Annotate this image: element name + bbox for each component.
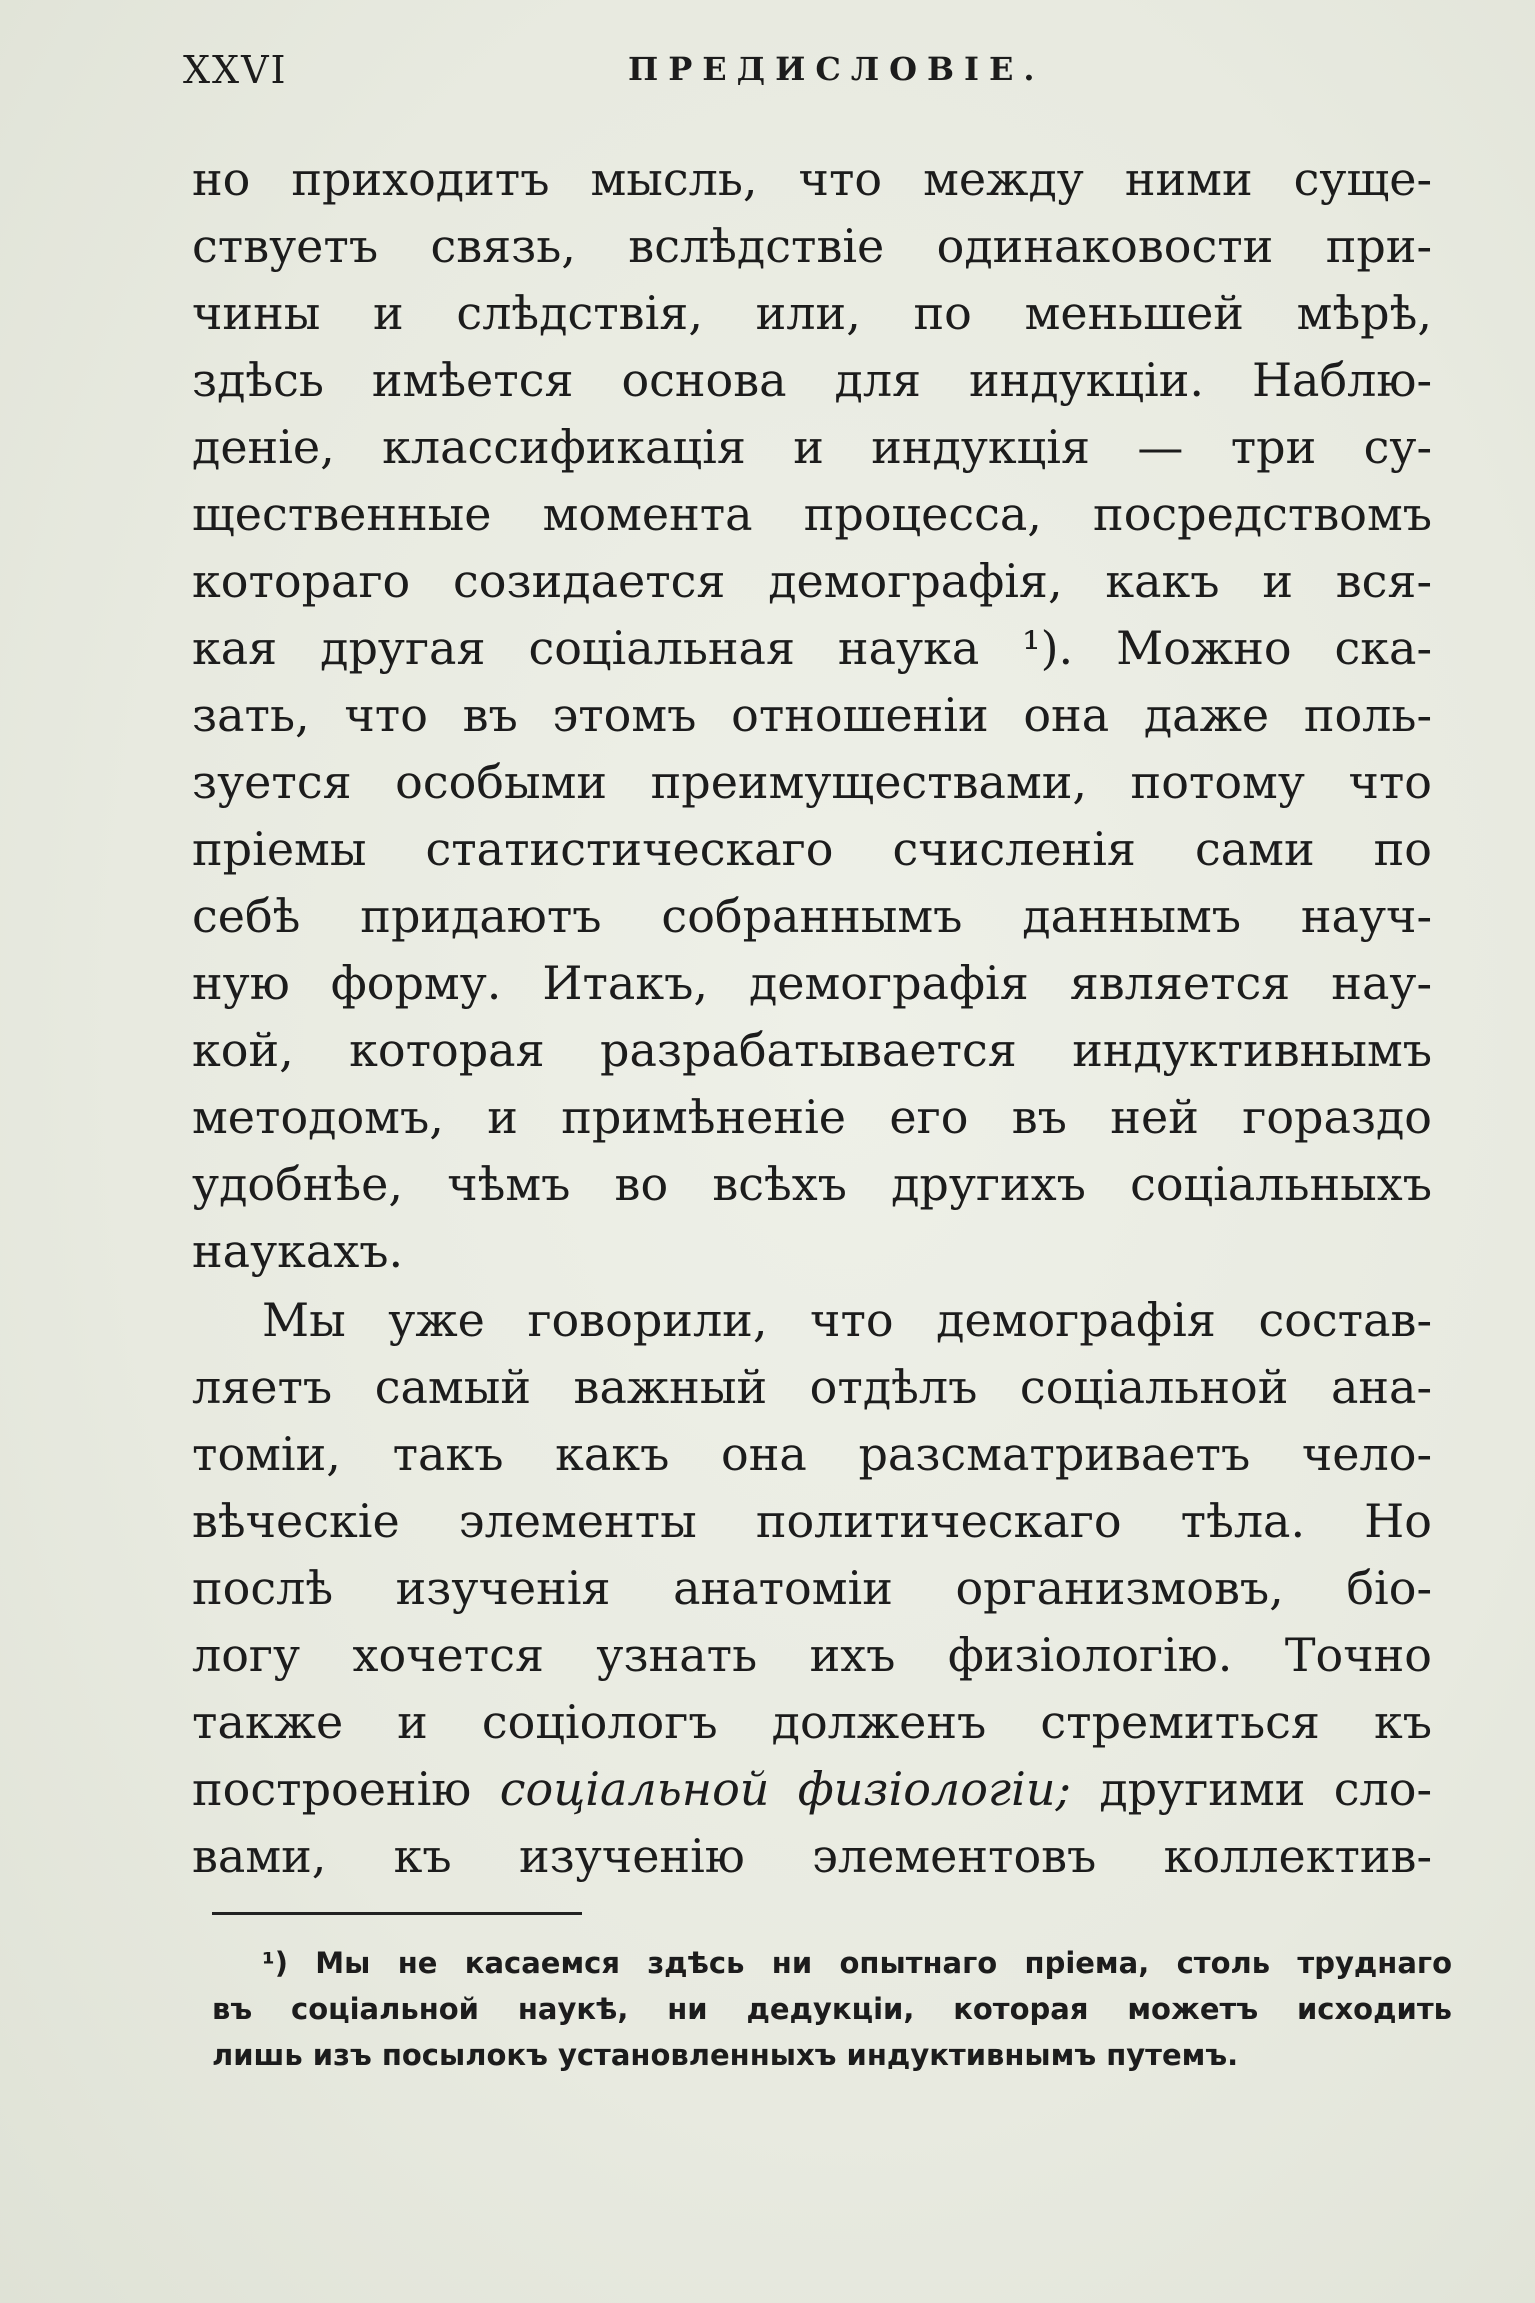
footnote-line: ¹) Мы не касаемся здѣсь ни опытнаго пріема, столь труднаго: [262, 1946, 1452, 1980]
footnote-line: лишь изъ посылокъ установленныхъ индуктивнымъ путемъ.: [212, 2038, 1239, 2072]
text-line: также и соціологъ долженъ стремиться къ: [192, 1695, 1432, 1749]
text-line: наукахъ.: [192, 1224, 404, 1278]
main-text: [192, 146, 1432, 1890]
text-line: деніе, классификація и индукція — три су-: [192, 420, 1432, 474]
text-line: методомъ, и примѣненіе его въ ней гораздо: [192, 1090, 1432, 1144]
text-line: логу хочется узнать ихъ физіологію. Точно: [192, 1628, 1432, 1682]
text-line: Мы уже говорили, что демографія состав-: [262, 1293, 1432, 1347]
text-line: но приходитъ мысль, что между ними суще-: [192, 152, 1432, 206]
footnote: [212, 1940, 1452, 2078]
text-line: кой, которая разрабатывается индуктивнымъ: [192, 1023, 1432, 1077]
text-line: зуется особыми преимуществами, потому что: [192, 755, 1432, 809]
text-line: котораго созидается демографія, какъ и вся-: [192, 554, 1432, 608]
text-segment: построенію: [192, 1762, 472, 1816]
text-line: томіи, такъ какъ она разсматриваетъ чело-: [192, 1427, 1432, 1481]
text-line: послѣ изученія анатоміи организмовъ, біо-: [192, 1561, 1432, 1615]
text-line: вѣческіе элементы политическаго тѣла. Но: [192, 1494, 1432, 1548]
running-title: ПРЕДИСЛОВІЕ.: [628, 50, 1045, 88]
footnote-divider: [212, 1912, 582, 1915]
italic-term: соціальной физіологіи;: [499, 1762, 1071, 1816]
text-line: пріемы статистическаго счисленія сами по: [192, 822, 1432, 876]
text-line: кая другая соціальная наука ¹). Можно ска-: [192, 621, 1432, 675]
running-head: [183, 48, 1433, 98]
text-line: себѣ придаютъ собраннымъ даннымъ науч-: [192, 889, 1432, 943]
text-line: щественные момента процесса, посредствомъ: [192, 487, 1432, 541]
text-line-with-italic: [192, 1756, 1432, 1823]
text-segment: другими сло-: [1099, 1762, 1432, 1816]
text-line: вами, къ изученію элементовъ коллектив-: [192, 1829, 1432, 1883]
text-line: ствуетъ связь, вслѣдствіе одинаковости при-: [192, 219, 1432, 273]
text-line: здѣсь имѣется основа для индукціи. Наблю-: [192, 353, 1432, 407]
text-line: ляетъ самый важный отдѣлъ соціальной ана-: [192, 1360, 1432, 1414]
text-line: удобнѣе, чѣмъ во всѣхъ другихъ соціальныхъ: [192, 1157, 1432, 1211]
footnote-line: въ соціальной наукѣ, ни дедукціи, которая можетъ исходить: [212, 1992, 1452, 2026]
page-number: XXVI: [183, 48, 288, 92]
text-line: зать, что въ этомъ отношеніи она даже поль-: [192, 688, 1432, 742]
text-line: ную форму. Итакъ, демографія является нау-: [192, 956, 1432, 1010]
text-line: чины и слѣдствія, или, по меньшей мѣрѣ,: [192, 286, 1432, 340]
